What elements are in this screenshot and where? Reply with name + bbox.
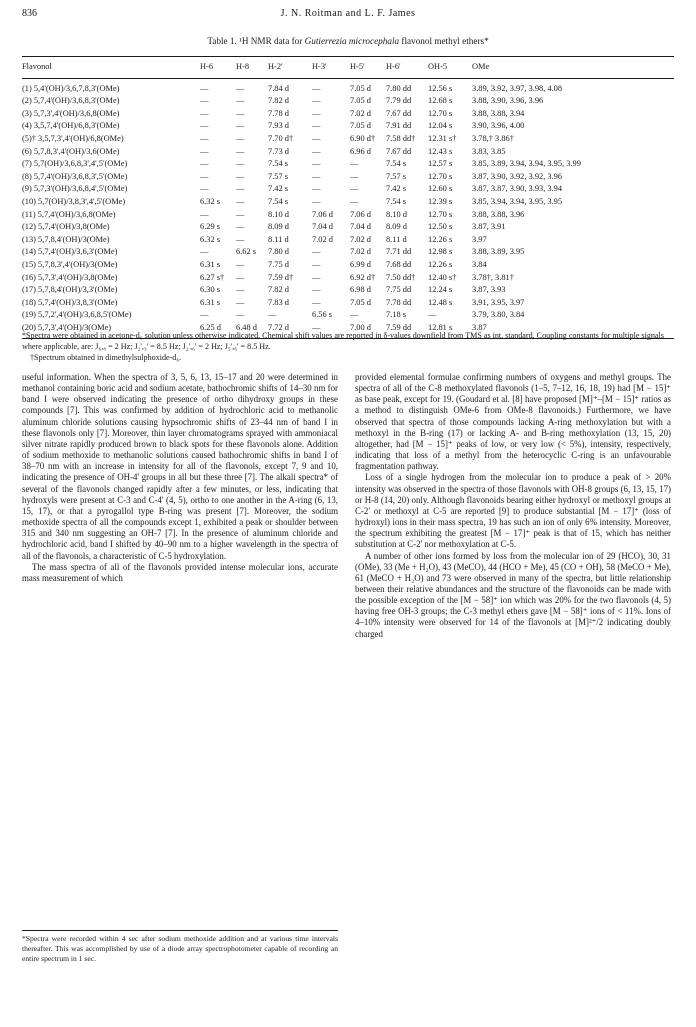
- table-cell: 7.04 d: [350, 222, 371, 232]
- table-cell: —: [312, 96, 321, 106]
- paragraph: The mass spectra of all of the flavonols provided intense molecular ions, accurate mass measurement of which: [22, 561, 338, 583]
- table-cell: 3.91, 3.95, 3.97: [472, 297, 525, 307]
- table-cell: 3.87, 3.90, 3.92, 3.92, 3.96: [472, 171, 563, 181]
- table-cell: 7.68 dd: [386, 259, 412, 269]
- table-cell: 6.31 s: [200, 259, 221, 269]
- table-cell: —: [350, 196, 359, 206]
- table-cell: 8.11 d: [386, 234, 407, 244]
- table-cell: —: [200, 209, 209, 219]
- table-cell: —: [312, 196, 321, 206]
- table-cell: 7.67 dd: [386, 146, 412, 156]
- table-cell: 7.57 s: [268, 171, 289, 181]
- table-cell: 3.88, 3.90, 3.96, 3.96: [472, 96, 544, 106]
- flavonol-name-cell: (9) 5,7,3'(OH)/3,6,8,4',5'(OMe): [22, 184, 128, 194]
- table-row: [22, 297, 674, 310]
- table-cell: 7.58 dd†: [386, 133, 416, 143]
- table-cell: —: [236, 171, 245, 181]
- table-cell: —: [200, 247, 209, 257]
- flavonol-name-cell: (12) 5,7,4'(OH)/3,8(OMe): [22, 222, 110, 232]
- table-cell: 7.54 s: [386, 196, 407, 206]
- table-cell: 12.70 s: [428, 108, 453, 118]
- table-cell: 7.42 s: [386, 184, 407, 194]
- table-cell: 3.89, 3.92, 3.97, 3.98, 4.08: [472, 83, 563, 93]
- table-row: [22, 120, 674, 133]
- table-cell: 3.88, 3.88, 3.96: [472, 209, 525, 219]
- table-row: [22, 272, 674, 285]
- column-header: H-6': [386, 57, 428, 79]
- table-cell: —: [236, 196, 245, 206]
- column-header: H-2': [268, 57, 312, 79]
- flavonol-name-cell: (15) 5,7,8,3',4'(OH)/3(OMe): [22, 259, 118, 269]
- paragraph: provided elemental formulae confirming numbers of oxygens and methyl groups. The spectra of all of the C-8 methoxylated flavonols (1–5, 7–12, 16, 18, 19) had [M − 15]⁺ as base peak, except for 19. (Goudard et al. [8] have proposed [M]⁺–[M − 15]⁺ ratios as a method to distinguish OMe-6 from OMe-8 flavonoids.) Furthermore, we have observed that spectra of those compounds lacking A-ring methoxylation but with a methoxyl in the B-ring (17) or lacking A- and B-ring methoxylation (13, 15, 20) altogether, had [M − 15]⁺ peaks of low, or very low (< 5%), intensity, respectively, indicating that loss of a methyl from the heterocyclic C-ring is an unfavourable fragmentation pathway.: [355, 372, 671, 472]
- table-row: [22, 146, 674, 159]
- table-cell: 12.57 s: [428, 159, 453, 169]
- column-footnote: [22, 930, 338, 964]
- table-row: [22, 133, 674, 146]
- table-cell: —: [312, 247, 321, 257]
- table-cell: 7.54 s: [386, 159, 407, 169]
- flavonol-name-cell: (4) 3,5,7,4'(OH)/6,8,3'(OMe): [22, 121, 120, 131]
- table-cell: 3.85, 3.89, 3.94, 3.94, 3.95, 3.99: [472, 159, 581, 169]
- table-row: [22, 196, 674, 209]
- table-cell: 3.88, 3.88, 3.94: [472, 108, 525, 118]
- table-cell: —: [312, 159, 321, 169]
- table-cell: 12.43 s: [428, 146, 453, 156]
- table-cell: 7.04 d: [312, 222, 333, 232]
- table-cell: —: [236, 310, 245, 320]
- table-row: [22, 95, 674, 108]
- table-cell: —: [312, 108, 321, 118]
- flavonol-name-cell: (8) 5,7,4'(OH)/3,6,8,3',5'(OMe): [22, 171, 128, 181]
- table-cell: —: [200, 184, 209, 194]
- table-cell: 7.42 s: [268, 184, 289, 194]
- table-row: [22, 284, 674, 297]
- column-header: OMe: [472, 57, 674, 79]
- table-cell: —: [200, 310, 209, 320]
- table-cell: 7.80 d: [268, 247, 289, 257]
- table-cell: 3.97: [472, 234, 487, 244]
- table-row: [22, 209, 674, 222]
- table-cell: —: [236, 222, 245, 232]
- column-header: H-8: [236, 57, 268, 79]
- table-cell: —: [312, 133, 321, 143]
- flavonol-name-cell: (3) 5,7,3',4'(OH)/3,6,8(OMe): [22, 108, 120, 118]
- table-cell: 7.79 dd: [386, 96, 412, 106]
- table-footnotes: [22, 330, 674, 363]
- table-cell: 6.96 d: [350, 146, 371, 156]
- table-row: [22, 78, 674, 95]
- table-cell: —: [312, 83, 321, 93]
- table-cell: —: [428, 310, 437, 320]
- table-cell: 8.10 d: [268, 209, 289, 219]
- column-header: Flavonol: [22, 57, 200, 79]
- table-cell: 3.88, 3.89, 3.95: [472, 247, 525, 257]
- table-cell: 12.24 s: [428, 285, 453, 295]
- table-cell: —: [236, 184, 245, 194]
- table-cell: 7.91 dd: [386, 121, 412, 131]
- table-cell: —: [312, 297, 321, 307]
- table-cell: —: [236, 272, 245, 282]
- table-cell: —: [350, 184, 359, 194]
- running-head: [22, 8, 674, 22]
- table-cell: 12.26 s: [428, 234, 453, 244]
- table-cell: 3.90, 3.96, 4.00: [472, 121, 525, 131]
- table-cell: —: [312, 121, 321, 131]
- table-cell: 6.30 s: [200, 285, 221, 295]
- table-cell: 7.57 s: [386, 171, 407, 181]
- table-cell: 7.59 d†: [268, 272, 294, 282]
- table-cell: 12.50 s: [428, 222, 453, 232]
- flavonol-name-cell: (17) 5,7,8,4'(OH)/3,3'(OMe): [22, 285, 118, 295]
- table-cell: 7.59 dd: [386, 322, 428, 339]
- flavonol-name-cell: (20) 5,7,3',4'(OH)/3(OMe): [22, 322, 200, 339]
- table-footnote-dmso: †Spectrum obtained in dimethylsulphoxide-d₆.: [30, 353, 182, 362]
- footnote-text: *Spectra were recorded within 4 sec after sodium methoxide addition and at various time intervals thereafter. This was accomplished by use of a diode array spectrophotometer capable of recording an entire spectrum in 1 sec.: [22, 934, 338, 963]
- table-footnote-solvent: *Spectra were obtained in acetone-d₆ solution unless otherwise indicated. Chemical shift values are reported in δ-values downfield from TMS as int. standard. Coupling constants for multiple signals where applicable, are: J₆,₈ = 2 Hz; J₂',₃' = 8.5 Hz; J₂',₆' = 2 Hz; J₅',₆' = 8.5 Hz.: [22, 331, 664, 351]
- table-cell: —: [236, 96, 245, 106]
- flavonol-name-cell: (18) 5,7,4'(OH)/3,8,3'(OMe): [22, 297, 118, 307]
- table-cell: 6.25 d: [200, 322, 236, 339]
- table-cell: —: [236, 83, 245, 93]
- table-cell: 12.04 s: [428, 121, 453, 131]
- table-title: [0, 36, 696, 46]
- table-cell: 7.05 d: [350, 297, 371, 307]
- table-cell: 7.02 d: [350, 247, 371, 257]
- table-cell: 6.62 s: [236, 247, 257, 257]
- table-cell: 12.39 s: [428, 196, 453, 206]
- table-cell: —: [312, 146, 321, 156]
- table-row: [22, 221, 674, 234]
- table-cell: —: [236, 121, 245, 131]
- table-cell: 3.78†, 3.81†: [472, 272, 514, 282]
- table-row: [22, 171, 674, 184]
- table-cell: —: [236, 209, 245, 219]
- body-column-left: [22, 372, 338, 584]
- table-cell: 6.48 d: [236, 322, 268, 339]
- table-cell: 12.26 s: [428, 259, 453, 269]
- table-cell: 6.27 s†: [200, 272, 225, 282]
- column-header: H-5': [350, 57, 386, 79]
- table-cell: 6.92 d†: [350, 272, 376, 282]
- table-cell: 7.54 s: [268, 196, 289, 206]
- table-title-prefix: Table 1.: [207, 36, 240, 46]
- table-cell: 7.75 d: [268, 259, 289, 269]
- table-cell: 7.82 d: [268, 285, 289, 295]
- page-number: 836: [22, 8, 37, 19]
- table-cell: 7.54 s: [268, 159, 289, 169]
- table-cell: —: [236, 146, 245, 156]
- table-row: [22, 259, 674, 272]
- table-cell: 3.87: [472, 322, 674, 339]
- table-cell: —: [200, 171, 209, 181]
- table-cell: 7.72 d: [268, 322, 312, 339]
- table-cell: —: [236, 297, 245, 307]
- table-cell: 12.98 s: [428, 247, 453, 257]
- table-row: [22, 309, 674, 322]
- column-header: OH-5: [428, 57, 472, 79]
- table-header-row: [22, 57, 674, 79]
- table-cell: 7.93 d: [268, 121, 289, 131]
- table-row: [22, 158, 674, 171]
- table-cell: 7.06 d: [312, 209, 333, 219]
- table-cell: —: [200, 83, 209, 93]
- table-cell: 3.87, 3.87, 3.90, 3.93, 3.94: [472, 184, 563, 194]
- table-cell: —: [268, 310, 277, 320]
- flavonol-name-cell: (2) 5,7,4'(OH)/3,6,8,3'(OMe): [22, 96, 120, 106]
- table-cell: —: [312, 285, 321, 295]
- table-cell: 7.02 d: [350, 234, 371, 244]
- table-cell: —: [236, 234, 245, 244]
- table-cell: 7.70 d†: [268, 133, 294, 143]
- table-cell: —: [350, 310, 359, 320]
- table-row: [22, 246, 674, 259]
- table-title-main: ¹H NMR data for: [239, 36, 305, 46]
- flavonol-name-cell: (5)† 3,5,7,3',4'(OH)/6,8(OMe): [22, 133, 124, 143]
- flavonol-name-cell: (10) 5,7(OH)/3,8,3',4',5'(OMe): [22, 196, 126, 206]
- table-cell: 7.05 d: [350, 121, 371, 131]
- table-cell: 7.78 d: [268, 108, 289, 118]
- table-cell: 8.09 d: [386, 222, 407, 232]
- flavonol-name-cell: (1) 5,4'(OH)/3,6,7,8,3'(OMe): [22, 83, 120, 93]
- table-cell: —: [236, 108, 245, 118]
- table-cell: 7.80 dd: [386, 83, 412, 93]
- table-cell: 12.31 s†: [428, 133, 457, 143]
- table-cell: 7.73 d: [268, 146, 289, 156]
- table-cell: 6.98 d: [350, 285, 371, 295]
- table-cell: —: [312, 171, 321, 181]
- table-cell: 7.05 d: [350, 96, 371, 106]
- table-title-species: Gutierrezia microcephala: [304, 36, 400, 46]
- table-cell: 7.82 d: [268, 96, 289, 106]
- table-cell: 7.00 d: [350, 322, 386, 339]
- flavonol-name-cell: (11) 5,7,4'(OH)/3,6,8(OMe): [22, 209, 116, 219]
- table-cell: —: [236, 259, 245, 269]
- table-cell: —: [200, 146, 209, 156]
- table-body: [22, 78, 674, 339]
- table-cell: 12.68 s: [428, 96, 453, 106]
- table-cell: 6.99 d: [350, 259, 371, 269]
- flavonol-name-cell: (6) 5,7,8,3',4'(OH)/3,6(OMe): [22, 146, 120, 156]
- table-row: [22, 183, 674, 196]
- table-cell: 6.32 s: [200, 196, 221, 206]
- table-cell: —: [236, 133, 245, 143]
- table-cell: 12.70 s: [428, 171, 453, 181]
- flavonol-name-cell: (14) 5,7,4'(OH)/3,6,3'(OMe): [22, 247, 118, 257]
- table-cell: —: [350, 159, 359, 169]
- table-cell: —: [200, 96, 209, 106]
- body-column-right: [355, 372, 671, 640]
- paragraph: Loss of a single hydrogen from the molecular ion to produce a peak of > 20% intensity was observed in the spectra of those flavonols with OH-8 groups (6, 13, 15, 17) or H-8 (14, 20) only. Although flavonoids bearing either hydroxyl or methoxyl groups at C-2' or methoxyl at C-5 are reported [9] to produce substantial [M − 17]⁺ (loss of hydroxyl) ions in their mass spectra, 19 has such an ion of only 6% intensity. Moreover, the spectrum exhibiting the greatest [M − 17]⁺ peak is that of 15, which has neither substitution at C-2' nor methoxylation at C-5.: [355, 472, 671, 550]
- table-cell: 7.02 d: [312, 234, 333, 244]
- table-cell: 3.79, 3.80, 3.84: [472, 310, 525, 320]
- table-cell: —: [312, 259, 321, 269]
- table-cell: 7.75 dd: [386, 285, 412, 295]
- table-cell: —: [236, 159, 245, 169]
- table-cell: 8.11 d: [268, 234, 289, 244]
- table-cell: 6.31 s: [200, 297, 221, 307]
- flavonol-name-cell: (7) 5,7(OH)/3,6,8,3',4',5'(OMe): [22, 159, 128, 169]
- table-cell: 12.56 s: [428, 83, 453, 93]
- table-cell: —: [200, 159, 209, 169]
- table-cell: 3.84: [472, 259, 487, 269]
- table-cell: 7.78 dd: [386, 297, 412, 307]
- table-cell: 7.83 d: [268, 297, 289, 307]
- table-cell: —: [350, 171, 359, 181]
- table-cell: 8.09 d: [268, 222, 289, 232]
- paragraph: useful information. When the spectra of 3, 5, 6, 13, 15–17 and 20 were determined in methanol containing boric acid and sodium acetate, bathochromic shifts of 14–30 nm for band I were observed indicating the presence of ortho dihydroxy groups in these compounds [7]. This was confirmed by addition of hydrochloric acid to methanolic aluminum chloride solutions causing hypsochromic shifts of 23–44 nm of band I in these flavonols only [7]. Moreover, thin layer chromatograms sprayed with ammoniacal silver nitrate rapidly produced brown to black spots for these flavonols alone. Addition of sodium methoxide to methanolic solutions caused bathochromic shifts in band I of 38–70 nm with an increase in intensity for all of the flavonols, except 7, 9 and 10, indicating the presence of OH-4' groups in all but these three [7]. The alkali spectra* of several of the flavonols changed rapidly after a few minutes, or less, indicating that hydroxyls were present at C-3 and C-4' (4, 5), ortho to one another in the A-ring (6, 13, 15, 17), or that a pyrogallol type B-ring was present [7]. Moreover, the sodium methoxide spectra of all the compounds except 1, exhibited a peak or shoulder between 315 and 340 nm suggesting an OH-7 [7]. In the presence of aluminum chloride and hydrochloric acid, band I shifted by 40–90 nm to a higher wavelength in the spectra of all of the flavonols, a characteristic of C-5 hydroxylation.: [22, 372, 338, 561]
- table-cell: 3.85, 3.94, 3.94, 3.95, 3.95: [472, 196, 563, 206]
- table-cell: 12.60 s: [428, 184, 453, 194]
- running-head-authors: J. N. Roitman and L. F. James: [280, 8, 416, 19]
- table-cell: 3.83, 3.85: [472, 146, 506, 156]
- table-row: [22, 108, 674, 121]
- table-cell: 7.18 s: [386, 310, 407, 320]
- table-cell: 7.02 d: [350, 108, 371, 118]
- table-cell: 3.87, 3.93: [472, 285, 506, 295]
- table-cell: 6.32 s: [200, 234, 221, 244]
- table-cell: 8.10 d: [386, 209, 407, 219]
- table-title-suffix: flavonol methyl ethers*: [399, 36, 489, 46]
- table-cell: 7.84 d: [268, 83, 289, 93]
- table-cell: 7.50 dd†: [386, 272, 416, 282]
- column-header: H-3': [312, 57, 350, 79]
- table-cell: 7.06 d: [350, 209, 371, 219]
- table-cell: 6.56 s: [312, 310, 333, 320]
- table-cell: 3.78,† 3.86†: [472, 133, 514, 143]
- table-cell: 12.48 s: [428, 297, 453, 307]
- table-cell: 7.71 dd: [386, 247, 412, 257]
- column-header: H-6: [200, 57, 236, 79]
- table-cell: 6.90 d†: [350, 133, 376, 143]
- table-row: [22, 234, 674, 247]
- paragraph: A number of other ions formed by loss from the molecular ion of 29 (HCO), 30, 31 (OMe), 33 (Me + H₂O), 43 (MeCO), 44 (HCO + Me), 45 (CO + OH), 58 (MeCO + Me), 61 (MeCO + H₂O) and 73 were observed in many of the spectra, but little relationship between their relative abundances and the structure of the flavonoids can be made with the possible exception of the [M − 58]⁺ ion which was 20% for the two flavonols (4, 5) having free OH-3 groups; the C-3 methyl ethers gave [M − 58]⁺ ions of < 11%. Ions of 4–10% intensity were observed for 14 of the flavonols at [M]²⁺/2 indicating doubly charged: [355, 550, 671, 639]
- flavonol-name-cell: (13) 5,7,8,4'(OH)/3(OMe): [22, 234, 110, 244]
- table-cell: 7.05 d: [350, 83, 371, 93]
- table-cell: —: [312, 322, 350, 339]
- flavonol-name-cell: (16) 5,7,3',4'(OH)/3,8(OMe): [22, 272, 118, 282]
- table-cell: 12.81 s: [428, 322, 472, 339]
- table-cell: —: [236, 285, 245, 295]
- table-cell: —: [312, 272, 321, 282]
- table-cell: —: [200, 108, 209, 118]
- flavonol-name-cell: (19) 5,7,2',4'(OH)/3,6,8,5'(OMe): [22, 310, 132, 320]
- table-cell: 12.70 s: [428, 209, 453, 219]
- table-cell: —: [200, 133, 209, 143]
- table-cell: 12.40 s†: [428, 272, 457, 282]
- table-cell: —: [312, 184, 321, 194]
- table-cell: 6.29 s: [200, 222, 221, 232]
- table-cell: —: [200, 121, 209, 131]
- nmr-data-table: [22, 56, 674, 339]
- table-cell: 3.87, 3.91: [472, 222, 506, 232]
- table-cell: 7.67 dd: [386, 108, 412, 118]
